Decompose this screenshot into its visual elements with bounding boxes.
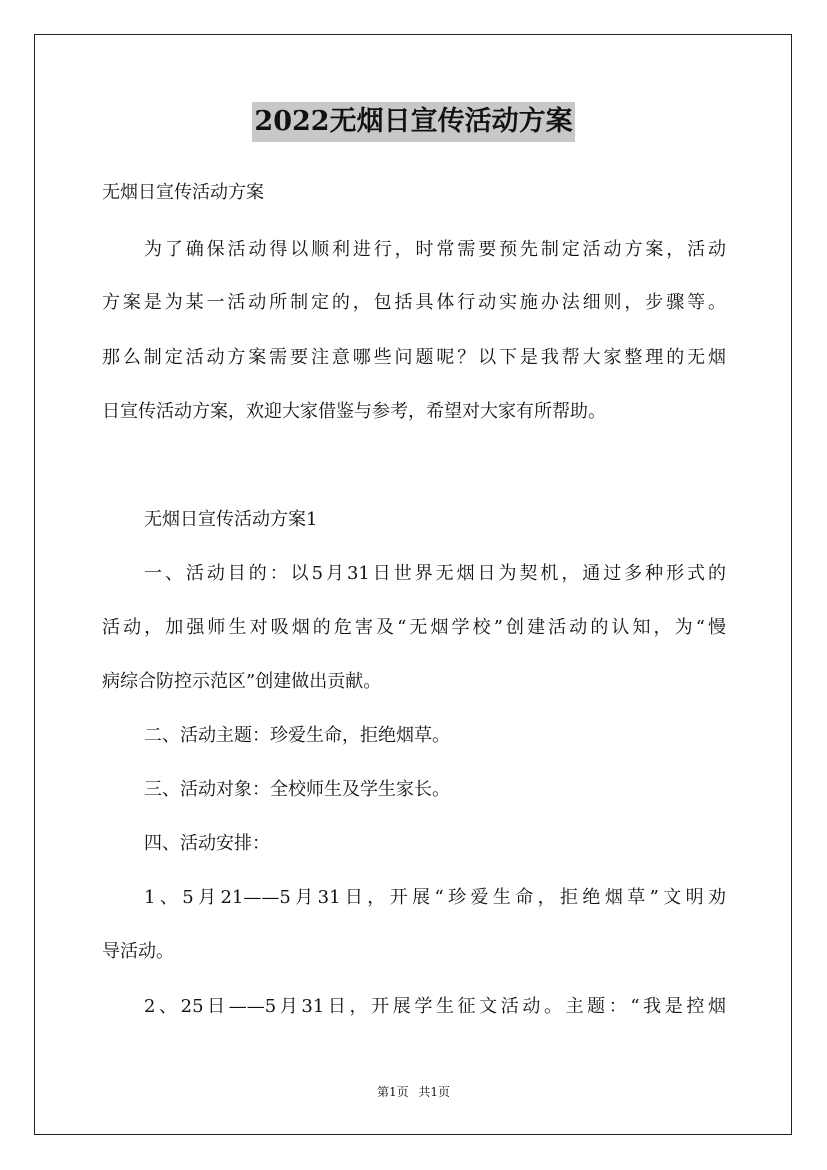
body-line-6: 四、活动安排： xyxy=(144,833,270,854)
body-line-2: 活动，加强师生对吸烟的危害及“无烟学校”创建活动的认知，为“慢 xyxy=(102,617,726,638)
body-line-1: 一、活动目的：以5月31日世界无烟日为契机，通过多种形式的 xyxy=(144,563,726,584)
intro-line-3: 那么制定活动方案需要注意哪些问题呢？以下是我帮大家整理的无烟 xyxy=(102,347,726,368)
page-footer xyxy=(0,1083,827,1100)
document-subtitle: 无烟日宣传活动方案 xyxy=(102,182,264,203)
body-line-4: 二、活动主题：珍爱生命，拒绝烟草。 xyxy=(144,725,450,746)
section-heading: 无烟日宣传活动方案1 xyxy=(144,509,318,530)
intro-line-1: 为了确保活动得以顺利进行，时常需要预先制定活动方案，活动 xyxy=(144,239,726,260)
body-line-5: 三、活动对象：全校师生及学生家长。 xyxy=(144,779,450,800)
body-line-9: 2、25日——5月31日，开展学生征文活动。主题：“我是控烟 xyxy=(144,996,726,1017)
intro-line-4: 日宣传活动方案，欢迎大家借鉴与参考，希望对大家有所帮助。 xyxy=(102,401,606,422)
body-line-8: 导活动。 xyxy=(102,941,174,962)
document-title: 2022无烟日宣传活动方案 xyxy=(252,102,574,142)
body-line-3: 病综合防控示范区”创建做出贡献。 xyxy=(102,671,382,692)
title-container xyxy=(0,102,827,142)
body-line-7: 1、5月21——5月31日，开展“珍爱生命，拒绝烟草”文明劝 xyxy=(144,887,726,908)
page-total: 共1页 xyxy=(418,1085,451,1099)
page-number: 第1页 xyxy=(376,1085,409,1099)
intro-line-2: 方案是为某一活动所制定的，包括具体行动实施办法细则，步骤等。 xyxy=(102,292,726,313)
